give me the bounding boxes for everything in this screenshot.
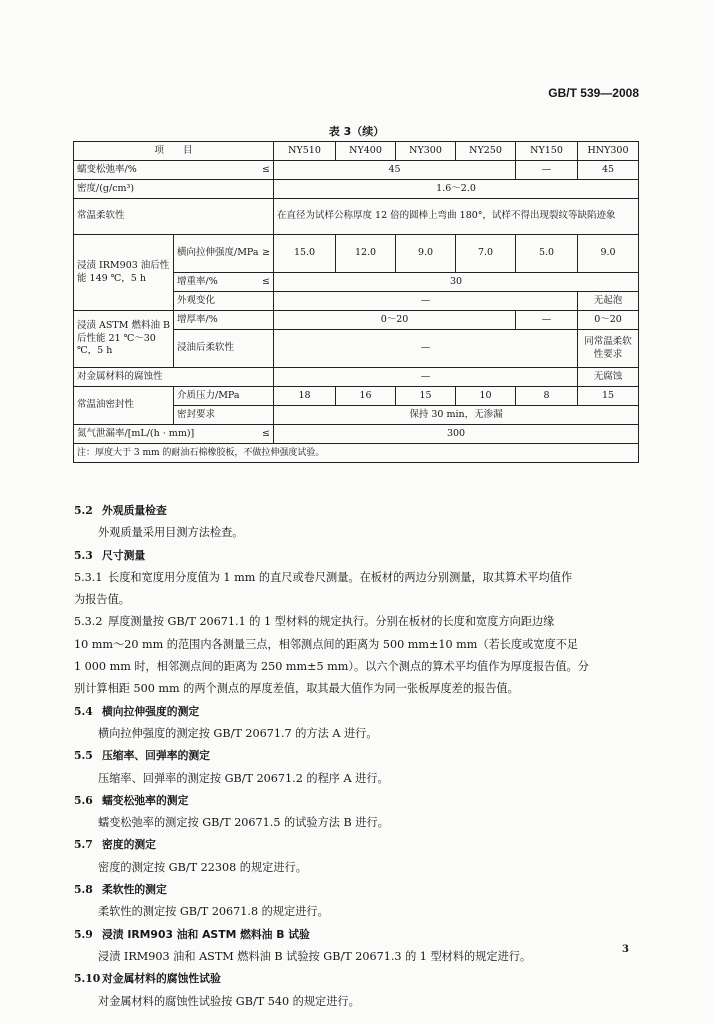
table-note: 注：厚度大于 3 mm 的耐油石棉橡胶板，不做拉伸强度试验。 — [74, 444, 639, 463]
row-label: 密度/(g/cm³) — [74, 180, 274, 199]
table-row-astm-thickness — [74, 311, 639, 330]
row-group-label: 常温油密封性 — [74, 387, 174, 425]
cell-value: — — [274, 368, 578, 387]
table-row-irm-tensile — [74, 235, 639, 273]
cell-value: 1.6～2.0 — [274, 180, 639, 199]
paragraph-line: 别计算相距 500 mm 的两个测点的厚度差值，取其最大值作为同一张板厚度差的报告值。 — [74, 682, 519, 696]
cell-value: 5.0 — [516, 235, 578, 273]
table-row-creep — [74, 161, 639, 180]
section-heading: 5.7 密度的测定 — [74, 838, 156, 852]
section-heading: 5.5 压缩率、回弹率的测定 — [74, 749, 210, 763]
paragraph: 5.3.1 长度和宽度用分度值为 1 mm 的直尺或卷尺测量。在板材的两边分别测量，取其算术平均值作 — [74, 570, 573, 584]
section-heading: 5.8 柔软性的测定 — [74, 883, 167, 897]
paragraph: 浸渍 IRM903 油和 ASTM 燃料油 B 试验按 GB/T 20671.3 的 1 型材料的规定进行。 — [98, 949, 532, 963]
standard-code: GB/T 539—2008 — [548, 86, 639, 100]
cell-value: 8 — [516, 387, 578, 406]
header-grade: NY400 — [336, 142, 396, 161]
cell-value: 保持 30 min，无渗漏 — [274, 406, 639, 425]
row-sublabel: 增重率/% ≤ — [174, 273, 274, 292]
cell-value: 0～20 — [274, 311, 516, 330]
cell-value: 18 — [274, 387, 336, 406]
row-sublabel: 浸油后柔软性 — [174, 330, 274, 368]
body-text — [74, 500, 640, 1013]
page-number: 3 — [622, 944, 629, 955]
section-heading: 5.6 蠕变松弛率的测定 — [74, 793, 189, 807]
cell-value: 30 — [274, 273, 639, 292]
row-sublabel: 外观变化 — [174, 292, 274, 311]
paragraph: 柔软性的测定按 GB/T 20671.8 的规定进行。 — [98, 905, 329, 919]
header-grade: NY150 — [516, 142, 578, 161]
header-grade: NY250 — [456, 142, 516, 161]
header-grade: HNY300 — [578, 142, 639, 161]
section-heading: 5.3 尺寸测量 — [74, 548, 146, 562]
cell-value: 12.0 — [336, 235, 396, 273]
cell-value: 0～20 — [578, 311, 639, 330]
cell-value: 9.0 — [578, 235, 639, 273]
table-caption: 表 3（续） — [328, 125, 385, 138]
cell-value: 7.0 — [456, 235, 516, 273]
paragraph: 横向拉伸强度的测定按 GB/T 20671.7 的方法 A 进行。 — [98, 726, 378, 740]
cell-value: 同常温柔软性要求 — [578, 330, 639, 368]
cell-value: — — [516, 161, 578, 180]
cell-value: — — [516, 311, 578, 330]
cell-value: 16 — [336, 387, 396, 406]
row-sublabel: 增厚率/% — [174, 311, 274, 330]
cell-value: 300 — [274, 425, 639, 444]
paragraph: 5.3.2 厚度测量按 GB/T 20671.1 的 1 型材料的规定执行。分别在板材的长度和宽度方向距边缘 — [74, 615, 555, 629]
row-label: 常温柔软性 — [74, 199, 274, 235]
paragraph: 外观质量采用目测方法检查。 — [98, 526, 244, 540]
specification-table — [73, 141, 639, 463]
header-grade: NY510 — [274, 142, 336, 161]
paragraph-line: 10 mm～20 mm 的范围内各测量三点，相邻测点间的距离为 500 mm±10 mm（若长度或宽度不足 — [74, 637, 579, 651]
row-sublabel: 介质压力/MPa — [174, 387, 274, 406]
section-heading: 5.9 浸渍 IRM903 油和 ASTM 燃料油 B 试验 — [74, 927, 310, 941]
cell-value: 无腐蚀 — [578, 368, 639, 387]
section-heading: 5.4 横向拉伸强度的测定 — [74, 704, 200, 718]
row-sublabel: 密封要求 — [174, 406, 274, 425]
header-item: 项 目 — [74, 142, 274, 161]
paragraph-line: 为报告值。 — [74, 593, 130, 607]
row-label: 氮气泄漏率/[mL/(h · mm)] ≤ — [74, 425, 274, 444]
cell-value: 15.0 — [274, 235, 336, 273]
row-sublabel: 横向拉伸强度/MPa ≥ — [174, 235, 274, 273]
cell-value: — — [274, 330, 578, 368]
cell-value: 在直径为试样公称厚度 12 倍的圆棒上弯曲 180°，试样不得出现裂纹等缺陷迹象 — [274, 199, 639, 235]
cell-value: 无起泡 — [578, 292, 639, 311]
paragraph: 密度的测定按 GB/T 22308 的规定进行。 — [98, 860, 307, 874]
table-row-nitrogen — [74, 425, 639, 444]
section-heading: 5.10 对金属材料的腐蚀性试验 — [74, 972, 221, 986]
cell-value: 15 — [396, 387, 456, 406]
table-row-flex — [74, 199, 639, 235]
row-label: 对金属材料的腐蚀性 — [74, 368, 274, 387]
row-label: 蠕变松弛率/% ≤ — [74, 161, 274, 180]
paragraph-line: 1 000 mm 时，相邻测点间的距离为 250 mm±5 mm）。以六个测点的算术平均值作为厚度报告值。分 — [74, 660, 589, 674]
table-row-sealing-pressure — [74, 387, 639, 406]
cell-value: 15 — [578, 387, 639, 406]
table-row-density — [74, 180, 639, 199]
header-grade: NY300 — [396, 142, 456, 161]
table-note-row — [74, 444, 639, 463]
paragraph: 对金属材料的腐蚀性试验按 GB/T 540 的规定进行。 — [98, 994, 360, 1008]
row-group-label: 浸渍 ASTM 燃料油 B 后性能 21 ℃～30 ℃，5 h — [74, 311, 174, 368]
paragraph: 压缩率、回弹率的测定按 GB/T 20671.2 的程序 A 进行。 — [98, 771, 389, 785]
section-heading: 5.2 外观质量检查 — [74, 504, 167, 517]
cell-value: 9.0 — [396, 235, 456, 273]
cell-value: 10 — [456, 387, 516, 406]
cell-value: 45 — [274, 161, 516, 180]
cell-value: — — [274, 292, 578, 311]
row-group-label: 浸渍 IRM903 油后性能 149 ℃，5 h — [74, 235, 174, 311]
paragraph: 蠕变松弛率的测定按 GB/T 20671.5 的试验方法 B 进行。 — [98, 816, 389, 830]
cell-value: 45 — [578, 161, 639, 180]
table-header-row — [74, 142, 639, 161]
table-row-corrosion — [74, 368, 639, 387]
